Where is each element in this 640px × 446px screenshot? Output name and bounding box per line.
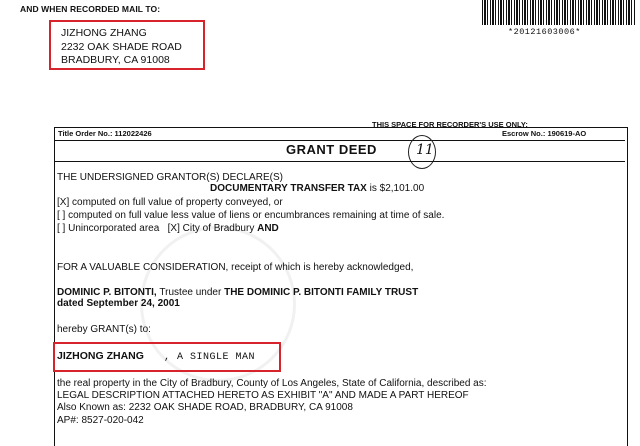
grantor-line bbox=[57, 287, 418, 298]
consideration-line: FOR A VALUABLE CONSIDERATION, receipt of which is hereby acknowledged, bbox=[57, 262, 414, 273]
recorder-note: THIS SPACE FOR RECORDER'S USE ONLY: bbox=[372, 120, 528, 129]
barcode-number: *20121603006* bbox=[508, 27, 581, 37]
document-title: GRANT DEED bbox=[286, 142, 377, 157]
grantor-role: Trustee under bbox=[159, 287, 225, 298]
barcode bbox=[482, 0, 636, 25]
mail-to-name: JIZHONG ZHANG bbox=[61, 27, 147, 39]
mail-to-address-box bbox=[49, 20, 205, 70]
declare-line: THE UNDERSIGNED GRANTOR(S) DECLARE(S) bbox=[57, 172, 283, 183]
title-order-number bbox=[58, 129, 152, 138]
transfer-tax-is: is bbox=[366, 183, 380, 194]
recorded-mail-label: AND WHEN RECORDED MAIL TO: bbox=[20, 4, 161, 14]
tax-option-less-liens: [ ] computed on full value less value of liens or encumbrances remaining at time of sale. bbox=[57, 210, 445, 221]
transfer-tax-amount: $2,101.00 bbox=[379, 183, 425, 194]
grantor-name: DOMINIC P. BITONTI, bbox=[57, 287, 160, 298]
handwritten-annotation: 11 bbox=[416, 142, 434, 158]
escrow-label: Escrow No.: bbox=[502, 129, 546, 138]
trust-name: THE DOMINIC P. BITONTI FAMILY TRUST bbox=[224, 287, 419, 298]
property-line-3: Also Known as: 2232 OAK SHADE ROAD, BRADBURY, CA 91008 bbox=[57, 402, 353, 413]
mail-to-street: 2232 OAK SHADE ROAD bbox=[61, 40, 182, 53]
unincorporated-option: [ ] Unincorporated area bbox=[57, 223, 160, 234]
escrow-value: 190619-AO bbox=[547, 129, 587, 138]
apn-line: AP#: 8527-020-042 bbox=[57, 415, 144, 426]
grantee-description: , A SINGLE MAN bbox=[164, 352, 256, 363]
transfer-tax-label: DOCUMENTARY TRANSFER TAX bbox=[210, 183, 367, 194]
title-divider bbox=[55, 161, 625, 162]
title-order-label: Title Order No.: bbox=[58, 129, 113, 138]
property-line-2: LEGAL DESCRIPTION ATTACHED HERETO AS EXHIBIT "A" AND MADE A PART HEREOF bbox=[57, 390, 469, 401]
and-label: AND bbox=[257, 223, 279, 234]
tax-option-full-value: [X] computed on full value of property conveyed, or bbox=[57, 197, 283, 208]
mail-to-city: BRADBURY, CA 91008 bbox=[61, 54, 170, 66]
transfer-tax-line bbox=[210, 183, 424, 194]
trust-date: dated September 24, 2001 bbox=[57, 298, 180, 309]
title-order-value: 112022426 bbox=[114, 129, 152, 138]
area-options-line bbox=[57, 223, 279, 234]
grant-to-line: hereby GRANT(s) to: bbox=[57, 324, 151, 335]
city-option: [X] City of Bradbury bbox=[167, 223, 255, 234]
property-line-1: the real property in the City of Bradbury, County of Los Angeles, State of California, described as: bbox=[57, 378, 487, 389]
grantee-name: JIZHONG ZHANG bbox=[57, 350, 144, 362]
escrow-number bbox=[502, 129, 586, 138]
